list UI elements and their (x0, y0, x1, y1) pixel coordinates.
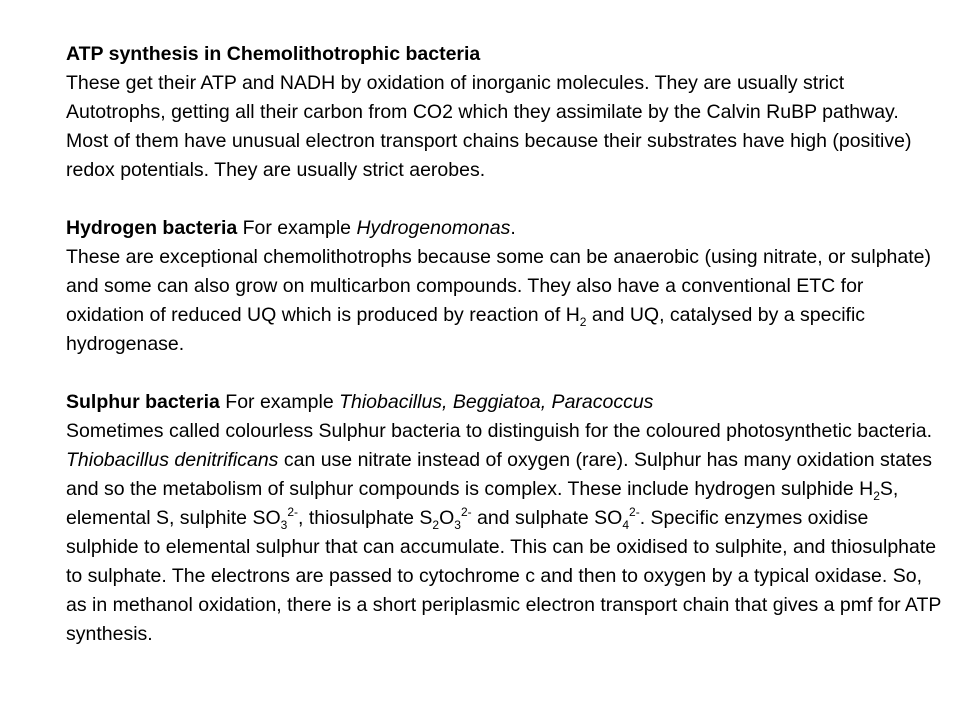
paragraph-gap (66, 359, 946, 388)
slide-text-body (66, 40, 946, 649)
paragraph-sulphur-text: Sometimes called colourless Sulphur bacteria to distinguish for the coloured photosynthetic bacteria. (66, 420, 933, 442)
paragraph-sulphur-text: O (439, 507, 455, 529)
section-hydrogen-bacteria (66, 214, 946, 359)
paragraph-hydrogen-text: These are exceptional chemolithotrophs because some can be anaerobic (using nitrate, or sulphate) and some can also grow on multicarbon compounds. They also have a conventional ETC for oxidation of reduced UQ which is produced by reaction of H (66, 246, 932, 326)
paragraph-sulphur-text: and sulphate SO (471, 507, 623, 529)
genus-hydrogenomonas: Hydrogenomonas (356, 217, 511, 239)
subscript: 3 (454, 518, 461, 532)
subscript: 2 (579, 315, 587, 329)
superscript: 2- (287, 505, 298, 519)
paragraph-sulphur-text: , thiosulphate S (297, 507, 433, 529)
heading-hydrogen-bacteria: Hydrogen bacteria (66, 217, 238, 239)
paragraph-sulphur-text: . Specific enzymes oxidise sulphide to elemental sulphur that can accumulate. This can be oxidised to sulphite, and thiosulphate to sulphate. The electrons are passed to cytochrome c and then to oxygen by a typical oxidase. So, as in methanol oxidation, there is a short periplasmic electron transport chain that gives a pmf for ATP synthesis. (66, 507, 942, 645)
subscript: 3 (280, 518, 288, 532)
subscript: 4 (622, 518, 630, 532)
heading-atp-synthesis: ATP synthesis in Chemolithotrophic bacteria (66, 43, 481, 65)
paragraph-hydrogen-text-end: and UQ, catalysed by a specific hydrogenase. (66, 304, 866, 355)
section-atp-synthesis (66, 40, 946, 185)
example-label: For example (237, 217, 357, 239)
paragraph-sulphur-text: can use nitrate instead of oxygen (rare). Sulphur has many oxidation states and so the metabolism of sulphur compounds is complex. These include hydrogen sulphide H (66, 449, 933, 500)
section-sulphur-bacteria (66, 388, 946, 649)
subscript: 2 (432, 518, 440, 532)
subscript: 2 (873, 489, 880, 503)
heading-period: . (510, 217, 516, 239)
paragraph-sulphur-text: S, elemental S, sulphite SO (66, 478, 899, 529)
genera-sulphur-bacteria: Thiobacillus, Beggiatoa, Paracoccus (339, 391, 654, 413)
paragraph-chemolithotrophs: These get their ATP and NADH by oxidation of inorganic molecules. They are usually strict Autotrophs, getting all their carbon from CO2 which they assimilate by the Calvin RuBP pathway. Most of them have unusual electron transport chains because their substrates have high (positive) redox potentials. They are usually strict aerobes. (66, 72, 912, 181)
paragraph-gap (66, 185, 946, 214)
species-thiobacillus-denitrificans: Thiobacillus denitrificans (66, 449, 279, 471)
heading-sulphur-bacteria: Sulphur bacteria (66, 391, 220, 413)
superscript: 2- (629, 505, 640, 519)
superscript: 2- (460, 505, 472, 519)
example-label: For example (219, 391, 340, 413)
